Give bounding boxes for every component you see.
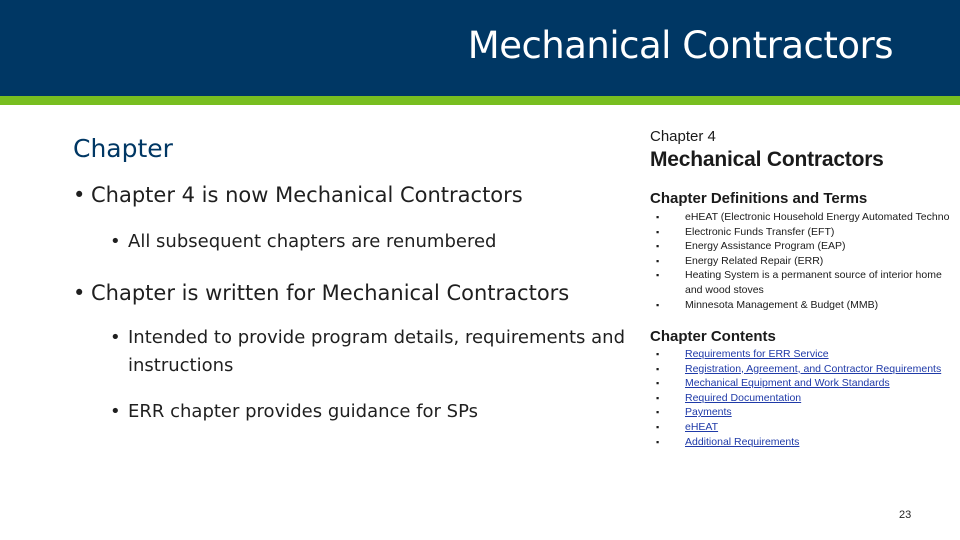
bullet-text: Intended to provide program details, requirements and instructions bbox=[128, 327, 626, 376]
bullet-dot: • bbox=[110, 327, 121, 348]
doc-definitions-heading: Chapter Definitions and Terms bbox=[650, 190, 868, 207]
toc-link[interactable]: Mechanical Equipment and Work Standards bbox=[685, 377, 890, 390]
bullet-item bbox=[73, 183, 523, 207]
toc-item[interactable] bbox=[656, 362, 960, 377]
bullet-text: Chapter 4 is now Mechanical Contractors bbox=[91, 183, 523, 207]
bullet-text: ERR chapter provides guidance for SPs bbox=[128, 401, 479, 422]
list-item: ▪ Heating System is a permanent source of interior home and wood stoves bbox=[656, 268, 956, 297]
doc-title: Mechanical Contractors bbox=[650, 148, 884, 171]
doc-contents-heading: Chapter Contents bbox=[650, 328, 776, 345]
doc-contents-list bbox=[656, 347, 960, 449]
sub-bullet-item bbox=[110, 231, 496, 252]
toc-item[interactable] bbox=[656, 391, 960, 406]
bullet-item bbox=[73, 281, 569, 305]
doc-definitions-list bbox=[656, 210, 960, 312]
slide-title: Mechanical Contractors bbox=[467, 24, 893, 67]
header-accent-stripe bbox=[0, 96, 960, 105]
sub-bullet-item bbox=[110, 401, 478, 422]
slide-header bbox=[0, 0, 960, 96]
toc-item[interactable] bbox=[656, 405, 960, 420]
bullet-dot: • bbox=[73, 183, 86, 207]
toc-link[interactable]: Requirements for ERR Service bbox=[685, 348, 829, 360]
toc-link[interactable]: eHEAT bbox=[685, 420, 719, 433]
toc-item[interactable] bbox=[656, 376, 960, 391]
toc-item[interactable] bbox=[656, 420, 960, 435]
list-item: ▪ Minnesota Management & Budget (MMB) bbox=[656, 298, 960, 313]
list-item: ▪ Energy Related Repair (ERR) bbox=[656, 254, 960, 269]
page-number: 23 bbox=[899, 509, 912, 521]
bullet-dot: • bbox=[110, 401, 121, 422]
toc-link[interactable]: Payments bbox=[685, 406, 732, 419]
toc-item[interactable] bbox=[656, 347, 960, 362]
toc-link[interactable]: Required Documentation bbox=[685, 391, 802, 404]
section-heading: Chapter bbox=[73, 134, 173, 163]
bullet-dot: • bbox=[110, 231, 121, 252]
bullet-text: All subsequent chapters are renumbered bbox=[128, 231, 497, 252]
document-excerpt-image bbox=[648, 126, 960, 456]
list-item: ▪ eHEAT (Electronic Household Energy Automated Techno bbox=[656, 210, 960, 225]
doc-chapter-label: Chapter 4 bbox=[650, 128, 716, 145]
bullet-dot: • bbox=[73, 281, 86, 305]
toc-item[interactable] bbox=[656, 435, 960, 450]
list-item: ▪ Electronic Funds Transfer (EFT) bbox=[656, 225, 960, 240]
list-item: ▪ Energy Assistance Program (EAP) bbox=[656, 239, 960, 254]
toc-link[interactable]: Registration, Agreement, and Contractor Requirements bbox=[685, 362, 942, 375]
sub-bullet-item bbox=[110, 324, 630, 380]
bullet-text: Chapter is written for Mechanical Contractors bbox=[91, 281, 570, 305]
toc-link[interactable]: Additional Requirements bbox=[685, 435, 800, 448]
